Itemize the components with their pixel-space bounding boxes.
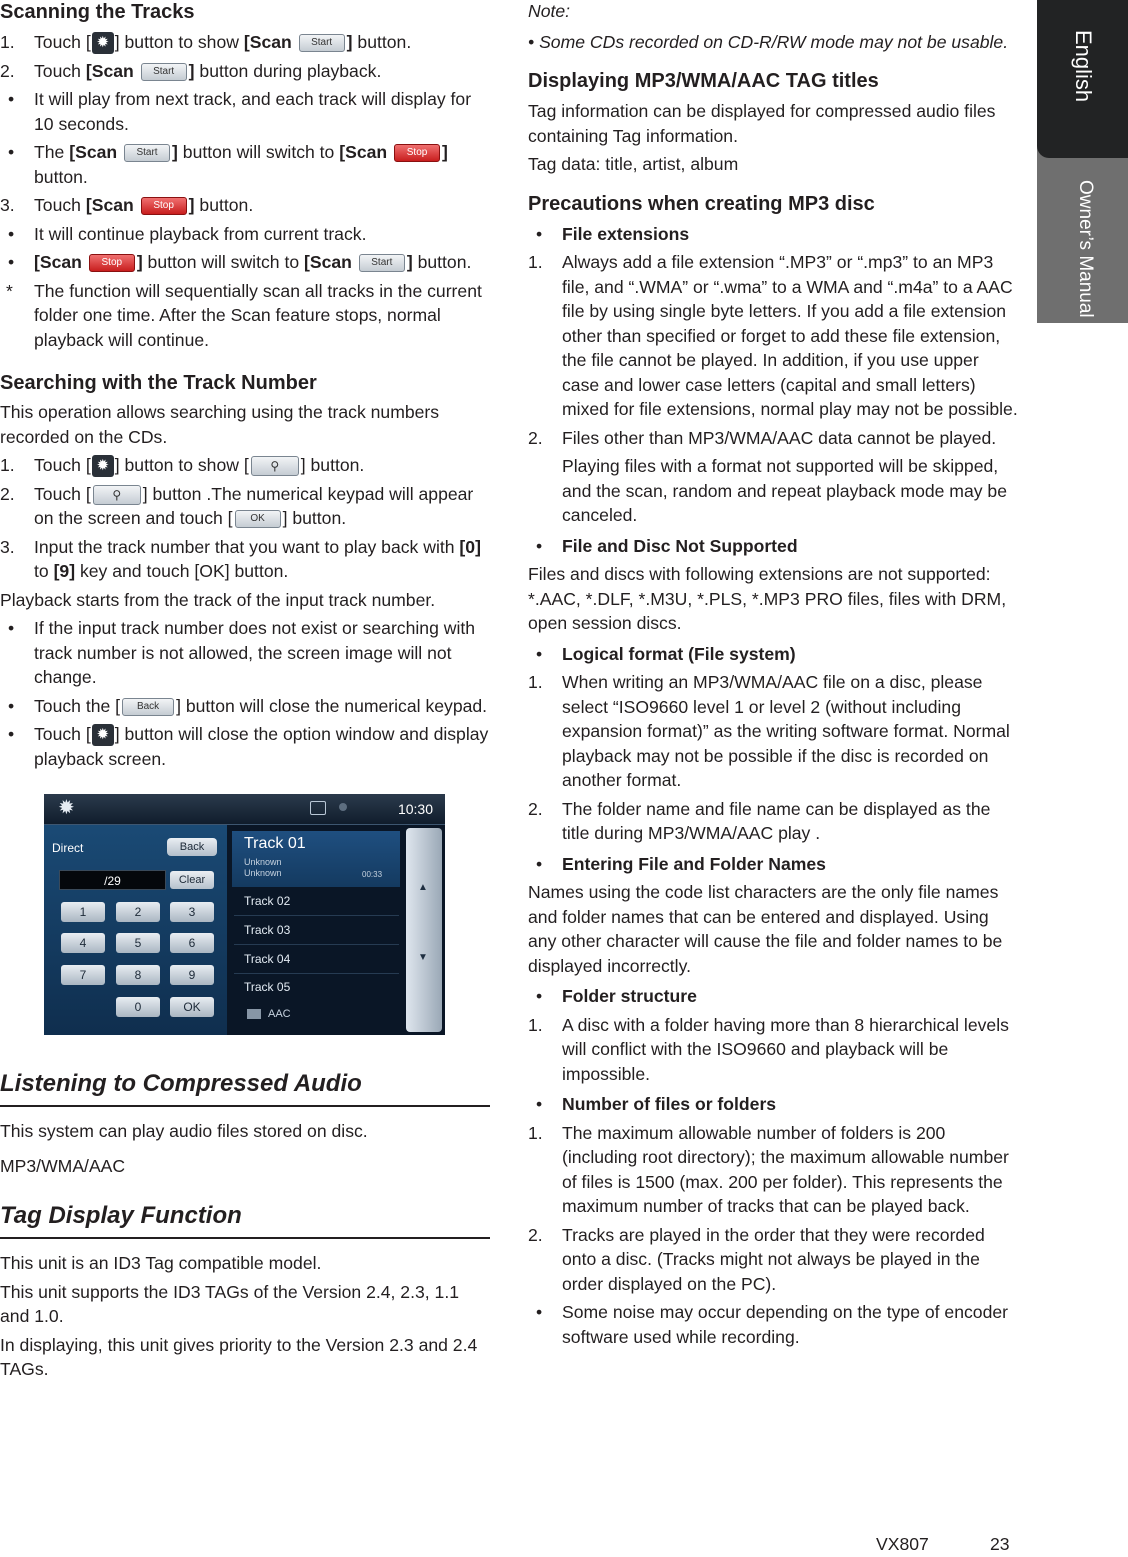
display-tag-p1: Tag information can be displayed for compressed audio files containing Tag information.: [528, 101, 996, 146]
start-button-icon: Start: [359, 254, 405, 272]
noise-bullet: • Some noise may occur depending on the type of encoder software used while recording.: [536, 1302, 1008, 1347]
key-8: 8: [116, 965, 160, 985]
track-row: Track 05: [244, 980, 291, 994]
album-unknown: Unknown: [244, 868, 282, 878]
language-tab-label: English: [1071, 30, 1096, 103]
search-step-1: 1. Touch [ ✹ ] button to show [ ⚲ ] button.: [0, 453, 490, 478]
search-step-2: 2. Touch [ ⚲ ] button .The numerical keypad will appear on the screen and touch [ OK ] button.: [0, 483, 474, 528]
number-files-1: 1. The maximum allowable number of folders is 200 (including root directory); the maximum allowable number of files is 1500 (max. 200 per folder). This represents the maximum number of tracks that can be played back.: [528, 1122, 1009, 1216]
track-row: Track 04: [244, 952, 291, 966]
track-divider: [234, 973, 399, 974]
gear-icon: ✹: [92, 724, 114, 746]
precautions-title: Precautions when creating MP3 disc: [528, 192, 875, 215]
note-text: • Some CDs recorded on CD-R/RW mode may not be usable.: [528, 31, 1009, 52]
disc-icon: [339, 803, 347, 811]
key-5: 5: [116, 933, 160, 953]
gear-icon: ✹: [92, 455, 114, 477]
key-3: 3: [170, 902, 214, 922]
search-bullet-1: • If the input track number does not exist or searching with track number is not allowed, the screen image will not change.: [8, 618, 476, 687]
scan-bullet-4: • [Scan Stop ] button will switch to [Scan Start ] button.: [8, 252, 472, 272]
direct-label: Direct: [52, 841, 84, 855]
scan-footnote: * The function will sequentially scan all tracks in the current folder one time. After the Scan feature stops, normal playback will continue.: [6, 280, 482, 350]
page-number: 23: [990, 1534, 1010, 1554]
clear-button: Clear: [170, 871, 214, 889]
search-bullet-3: • Touch [ ✹ ] button will close the option window and display playback screen.: [8, 724, 489, 769]
search-intro: This operation allows searching using the track numbers recorded on the CDs.: [0, 402, 440, 447]
tag-p3: In displaying, this unit gives priority to the Version 2.3 and 2.4 TAGs.: [0, 1334, 478, 1379]
extensions-heading: • File extensions: [536, 223, 690, 244]
scan-title: Scanning the Tracks: [0, 1, 195, 23]
tag-p2: This unit supports the ID3 TAGs of the Version 2.4, 2.3, 1.1 and 1.0.: [0, 1281, 459, 1326]
manual-tab-label: Owner’s Manual: [1075, 180, 1096, 318]
key-9: 9: [170, 965, 214, 985]
gear-icon: ✹: [58, 797, 75, 819]
right-column: [528, 0, 1018, 1349]
artist-unknown: Unknown: [244, 857, 282, 867]
track-time: 00:33: [362, 870, 383, 879]
entering-names-heading: • Entering File and Folder Names: [536, 853, 826, 874]
not-supported-heading: • File and Disc Not Supported: [536, 535, 798, 556]
stop-button-icon: Stop: [394, 144, 440, 162]
note-title: Note:: [528, 1, 571, 21]
key-2: 2: [116, 902, 160, 922]
number-files-heading: • Number of files or folders: [536, 1094, 777, 1114]
listen-title: Listening to Compressed Audio: [0, 1069, 490, 1107]
start-button-icon: Start: [141, 63, 187, 81]
listen-p1: This system can play audio files stored on disc.: [0, 1121, 368, 1141]
scroll-up-icon: ▲: [418, 882, 428, 893]
display-tag-title: Displaying MP3/WMA/AAC TAG titles: [528, 70, 879, 92]
keypad-screenshot: [44, 794, 445, 1035]
logical-format-heading: • Logical format (File system): [536, 643, 796, 664]
source-icon: [310, 801, 326, 815]
entering-names-text: Names using the code list characters are the only file names and folder names that can be entered and displayed. Using any other character will cause the file and folder names to be displayed incorrectly.: [528, 882, 1003, 976]
key-1: 1: [61, 902, 105, 922]
key-ok: OK: [170, 997, 214, 1017]
scan-bullet-3: • It will continue playback from current track.: [8, 223, 367, 244]
track-divider: [234, 944, 399, 945]
scan-step-1: 1. Touch [ ✹ ] button to show [Scan Start ] button.: [0, 30, 490, 55]
search-step-3: 3. Input the track number that you want to play back with [0] to [9] key and touch [OK] button.: [0, 536, 481, 581]
display-tag-p2: Tag data: title, artist, album: [528, 154, 739, 174]
track-row: Track 03: [244, 923, 291, 937]
extensions-2: 2. Files other than MP3/WMA/AAC data cannot be played.: [528, 427, 997, 448]
logical-format-1: 1. When writing an MP3/WMA/AAC file on a disc, please select “ISO9660 level 1 or level 2 (without including expansion format)” as the writing software format. Normal playback may not be possible if the disc is recorded on another format.: [528, 672, 1010, 790]
search-button-icon: ⚲: [251, 456, 299, 476]
scan-bullet-1: • It will play from next track, and each track will display for 10 seconds.: [8, 89, 472, 134]
scan-bullet-2: • The [Scan Start ] button will switch to [Scan Stop ] button.: [8, 142, 448, 187]
extensions-1: 1. Always add a file extension “.MP3” or “.mp3” to an MP3 file, and “.WMA” or “.wma” to a WMA and “.m4a” to a AAC file by using single byte letters. If you add a file extension other than specified or forget to add these file extension, the file cannot be played. In addition, if you use upper case and lower case letters (capital and small letters) mixed for file extensions, normal play may not be possible.: [528, 252, 1018, 419]
listen-p2: MP3/WMA/AAC: [0, 1155, 126, 1176]
gear-icon: ✹: [92, 32, 114, 54]
not-supported-text: Files and discs with following extensions are not supported: *.AAC, *.DLF, *.M3U, *.PLS, *.MP3 PRO files, files with DRM, open session discs.: [528, 564, 1007, 633]
footer-model: VX807: [876, 1534, 929, 1554]
active-track-title: Track 01: [244, 835, 306, 852]
tag-p1: This unit is an ID3 Tag compatible model.: [0, 1253, 322, 1273]
extensions-2-detail: Playing files with a format not supported will be skipped, and the scan, random and repeat playback mode may be canceled.: [562, 456, 1008, 525]
scan-step-2: 2. Touch [Scan Start ] button during playback.: [0, 60, 382, 81]
screen-clock: 10:30: [397, 801, 433, 817]
screen-back-button: Back: [167, 838, 217, 856]
folder-label: AAC: [268, 1008, 291, 1020]
search-bullet-2: • Touch the [ Back ] button will close the numerical keypad.: [8, 695, 488, 716]
search-title: Searching with the Track Number: [0, 372, 317, 394]
key-4: 4: [61, 933, 105, 953]
folder-icon: [247, 1009, 261, 1019]
start-button-icon: Start: [299, 34, 345, 52]
scroll-down-icon: ▼: [418, 952, 428, 963]
folder-structure-heading: • Folder structure: [536, 986, 697, 1006]
key-6: 6: [170, 933, 214, 953]
stop-button-icon: Stop: [89, 254, 135, 272]
tag-title: Tag Display Function: [0, 1201, 490, 1239]
key-0: 0: [116, 997, 160, 1017]
number-files-2: 2. Tracks are played in the order that they were recorded onto a disc. (Tracks might not always be played in the order displayed on the PC).: [528, 1224, 985, 1294]
track-row: Track 02: [244, 894, 291, 908]
key-7: 7: [61, 965, 105, 985]
start-button-icon: Start: [124, 144, 170, 162]
search-after: Playback starts from the track of the input track number.: [0, 589, 436, 610]
screen-status-bar: [44, 794, 445, 825]
logical-format-2: 2. The folder name and file name can be displayed as the title during MP3/WMA/AAC play .: [528, 798, 991, 843]
track-divider: [234, 915, 399, 916]
ok-button-icon: OK: [235, 510, 281, 528]
left-column: [0, 0, 490, 1382]
stop-button-icon: Stop: [141, 197, 187, 215]
search-button-icon: ⚲: [93, 485, 141, 505]
back-button-icon: Back: [122, 698, 174, 716]
scrollbar: [406, 828, 442, 1032]
track-number-field: /29: [59, 870, 166, 890]
folder-structure-1: 1. A disc with a folder having more than 8 hierarchical levels will conflict with the ISO9660 and playback will be impossible.: [528, 1014, 1009, 1084]
scan-step-3: 3. Touch [Scan Stop ] button.: [0, 195, 254, 215]
